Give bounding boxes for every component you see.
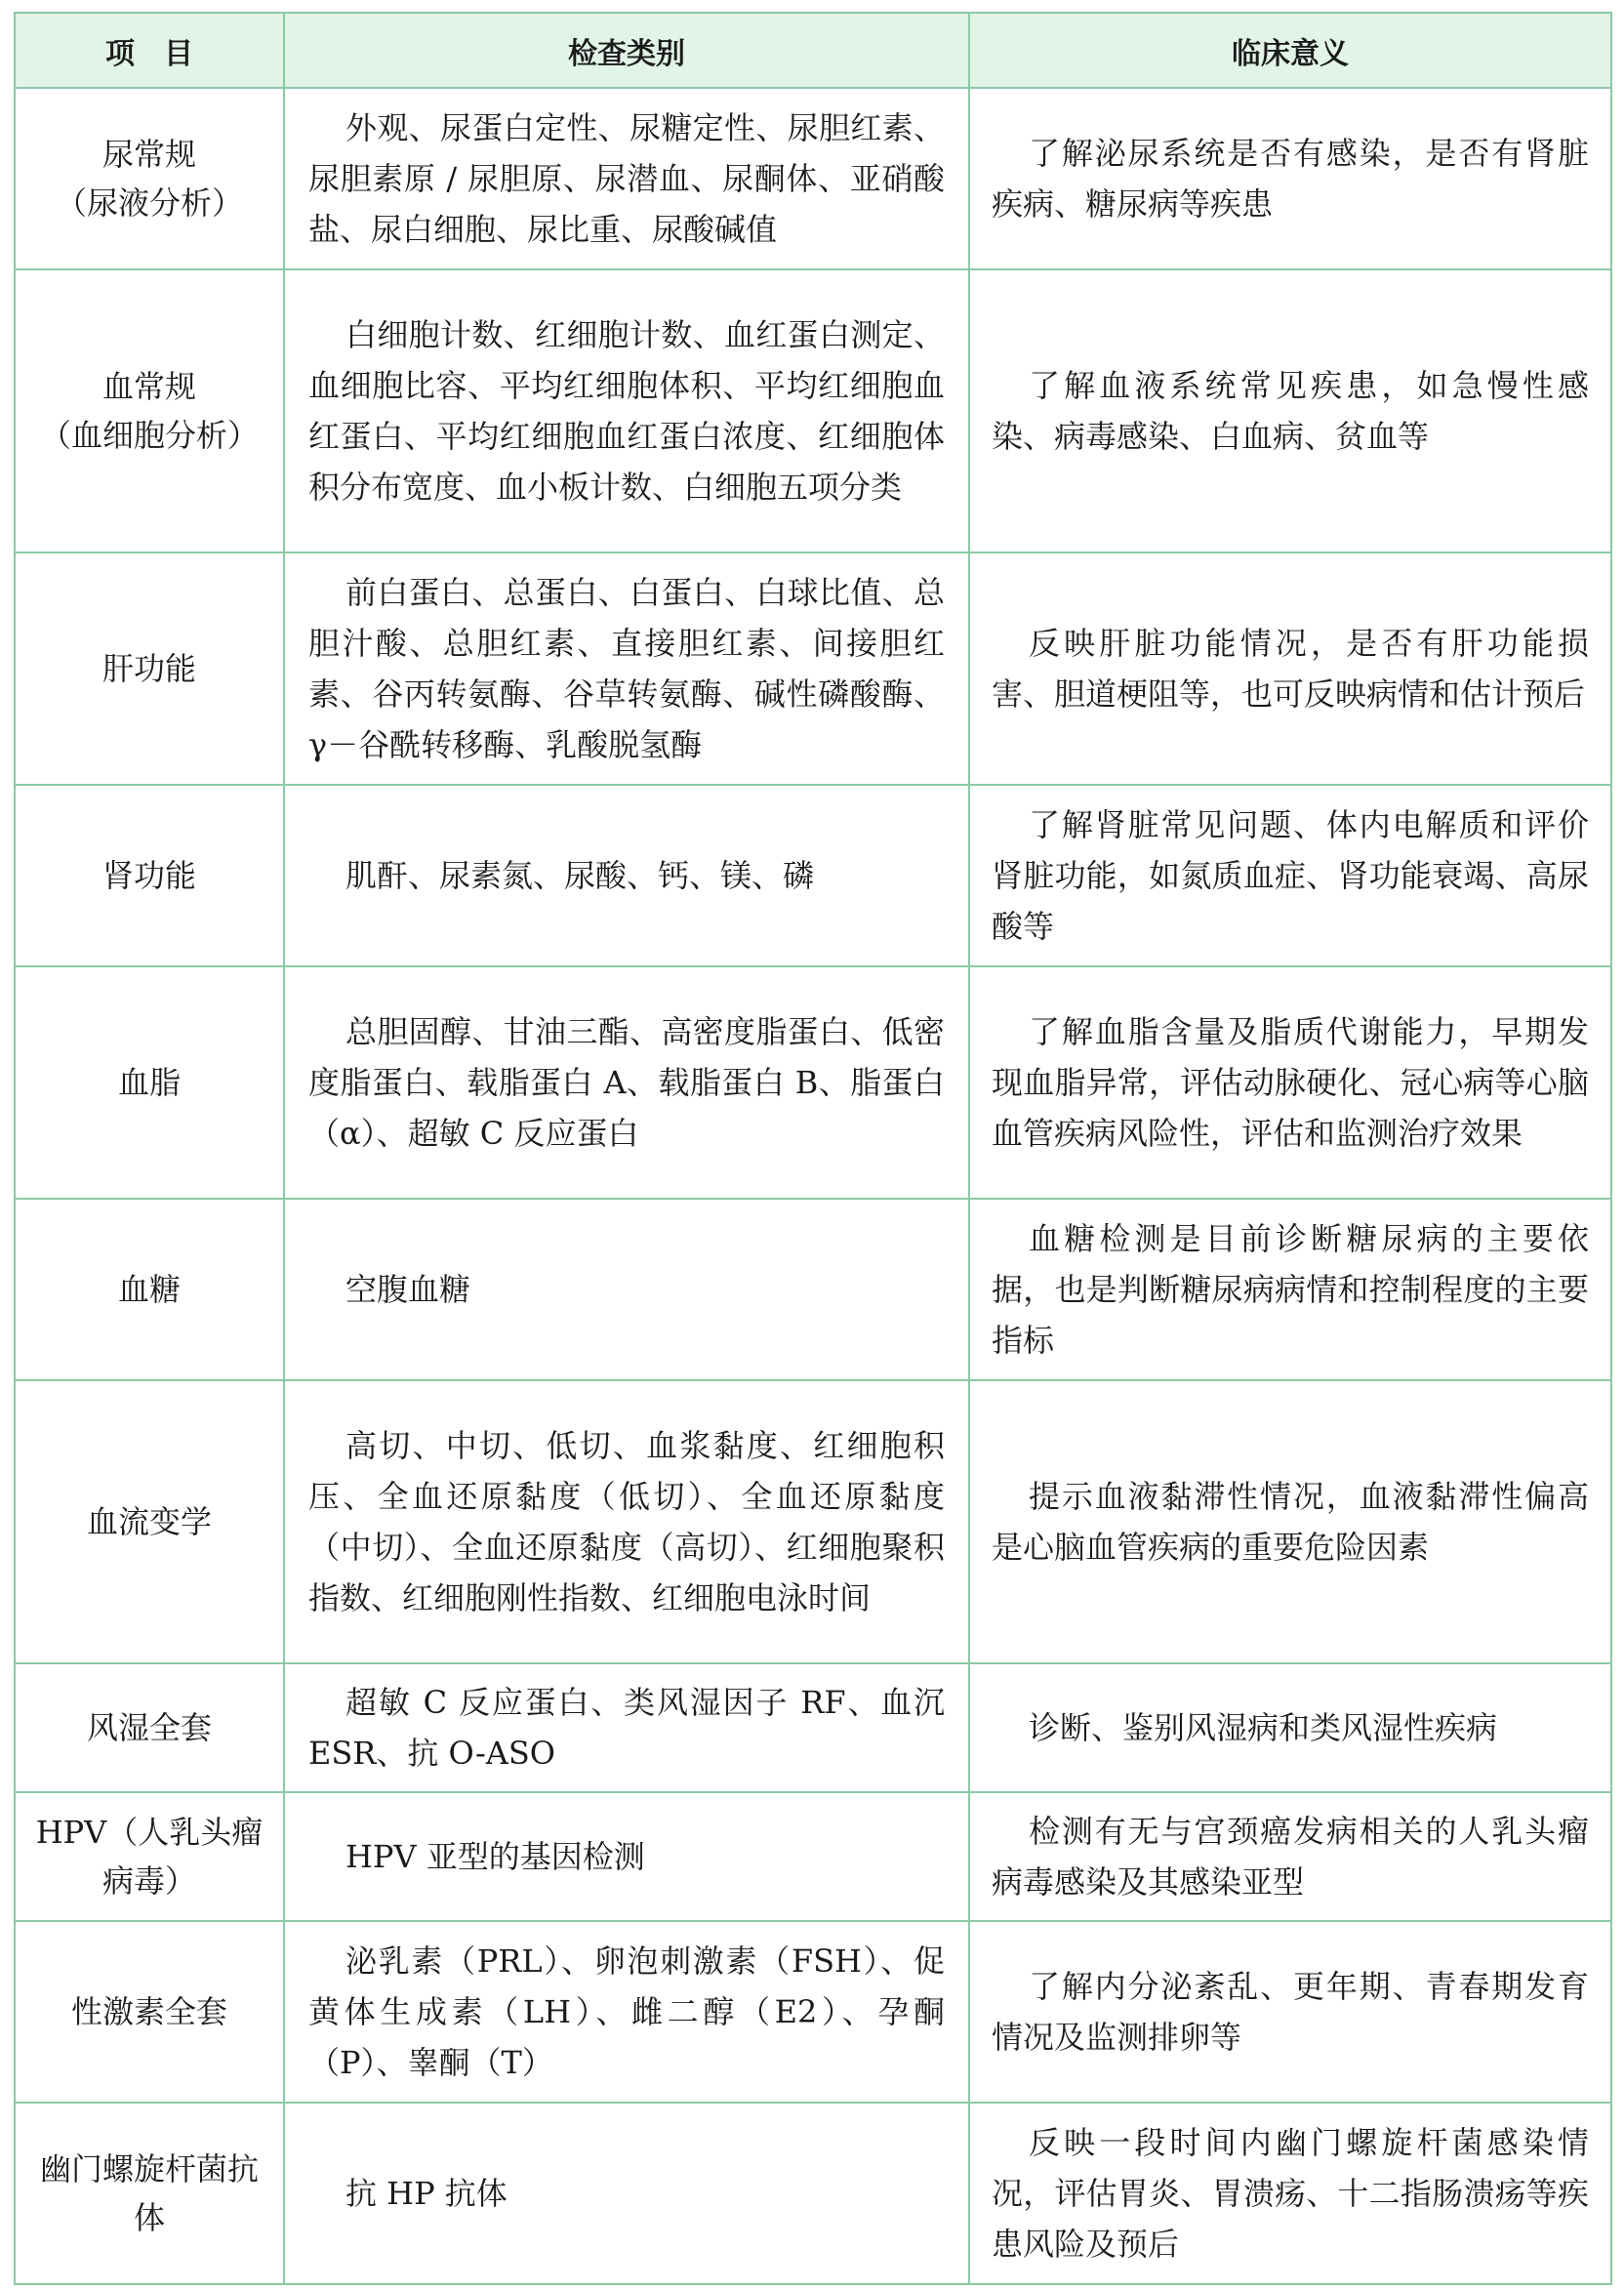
table-row xyxy=(15,966,1611,1199)
header-category: 检查类别 xyxy=(284,13,969,88)
row-item: 尿常规 （尿液分析） xyxy=(15,88,284,269)
row-item: HPV（人乳头瘤病毒） xyxy=(15,1792,284,1921)
row-category: 高切、中切、低切、血浆黏度、红细胞积压、全血还原黏度（低切）、全血还原黏度（中切）、全血还原黏度（高切）、红细胞聚积指数、红细胞刚性指数、红细胞电泳时间 xyxy=(284,1380,969,1663)
table-row xyxy=(15,1792,1611,1921)
row-category: 外观、尿蛋白定性、尿糖定性、尿胆红素、尿胆素原 / 尿胆原、尿潜血、尿酮体、亚硝酸盐、尿白细胞、尿比重、尿酸碱值 xyxy=(284,88,969,269)
row-item: 风湿全套 xyxy=(15,1663,284,1792)
row-significance: 了解内分泌紊乱、更年期、青春期发育情况及监测排卵等 xyxy=(969,1921,1611,2103)
row-item: 肾功能 xyxy=(15,785,284,966)
row-category: 白细胞计数、红细胞计数、血红蛋白测定、血细胞比容、平均红细胞体积、平均红细胞血红蛋白、平均红细胞血红蛋白浓度、红细胞体积分布宽度、血小板计数、白细胞五项分类 xyxy=(284,269,969,552)
table-row xyxy=(15,1199,1611,1380)
medical-exam-table xyxy=(14,12,1612,2285)
table-row xyxy=(15,1663,1611,1792)
row-item: 血糖 xyxy=(15,1199,284,1380)
row-significance: 了解肾脏常见问题、体内电解质和评价肾脏功能，如氮质血症、肾功能衰竭、高尿酸等 xyxy=(969,785,1611,966)
row-significance: 提示血液黏滞性情况，血液黏滞性偏高是心脑血管疾病的重要危险因素 xyxy=(969,1380,1611,1663)
table-row xyxy=(15,2103,1611,2284)
row-item: 性激素全套 xyxy=(15,1921,284,2103)
row-item: 肝功能 xyxy=(15,552,284,785)
row-significance: 了解泌尿系统是否有感染，是否有肾脏疾病、糖尿病等疾患 xyxy=(969,88,1611,269)
table-row xyxy=(15,269,1611,552)
row-item: 血常规 （血细胞分析） xyxy=(15,269,284,552)
row-category: 泌乳素（PRL）、卵泡刺激素（FSH）、促黄体生成素（LH）、雌二醇（E2）、孕酮（P）、睾酮（T） xyxy=(284,1921,969,2103)
header-significance: 临床意义 xyxy=(969,13,1611,88)
row-item: 幽门螺旋杆菌抗体 xyxy=(15,2103,284,2284)
row-category: 超敏 C 反应蛋白、类风湿因子 RF、血沉 ESR、抗 O-ASO xyxy=(284,1663,969,1792)
row-significance: 检测有无与宫颈癌发病相关的人乳头瘤病毒感染及其感染亚型 xyxy=(969,1792,1611,1921)
row-category: 空腹血糖 xyxy=(284,1199,969,1380)
row-category: 抗 HP 抗体 xyxy=(284,2103,969,2284)
row-significance: 血糖检测是目前诊断糖尿病的主要依据，也是判断糖尿病病情和控制程度的主要指标 xyxy=(969,1199,1611,1380)
row-category: 总胆固醇、甘油三酯、高密度脂蛋白、低密度脂蛋白、载脂蛋白 A、载脂蛋白 B、脂蛋白（α）、超敏 C 反应蛋白 xyxy=(284,966,969,1199)
row-category: 肌酐、尿素氮、尿酸、钙、镁、磷 xyxy=(284,785,969,966)
row-category: 前白蛋白、总蛋白、白蛋白、白球比值、总胆汁酸、总胆红素、直接胆红素、间接胆红素、谷丙转氨酶、谷草转氨酶、碱性磷酸酶、γ－谷酰转移酶、乳酸脱氢酶 xyxy=(284,552,969,785)
row-significance: 反映一段时间内幽门螺旋杆菌感染情况，评估胃炎、胃溃疡、十二指肠溃疡等疾患风险及预后 xyxy=(969,2103,1611,2284)
table-row xyxy=(15,1921,1611,2103)
row-significance: 诊断、鉴别风湿病和类风湿性疾病 xyxy=(969,1663,1611,1792)
row-category: HPV 亚型的基因检测 xyxy=(284,1792,969,1921)
table-row xyxy=(15,88,1611,269)
table-row xyxy=(15,1380,1611,1663)
header-item: 项 目 xyxy=(15,13,284,88)
row-significance: 了解血脂含量及脂质代谢能力，早期发现血脂异常，评估动脉硬化、冠心病等心脑血管疾病风险性，评估和监测治疗效果 xyxy=(969,966,1611,1199)
table-header-row xyxy=(15,13,1611,88)
table-row xyxy=(15,552,1611,785)
row-significance: 反映肝脏功能情况，是否有肝功能损害、胆道梗阻等，也可反映病情和估计预后 xyxy=(969,552,1611,785)
row-significance: 了解血液系统常见疾患，如急慢性感染、病毒感染、白血病、贫血等 xyxy=(969,269,1611,552)
row-item: 血脂 xyxy=(15,966,284,1199)
row-item: 血流变学 xyxy=(15,1380,284,1663)
table-row xyxy=(15,785,1611,966)
